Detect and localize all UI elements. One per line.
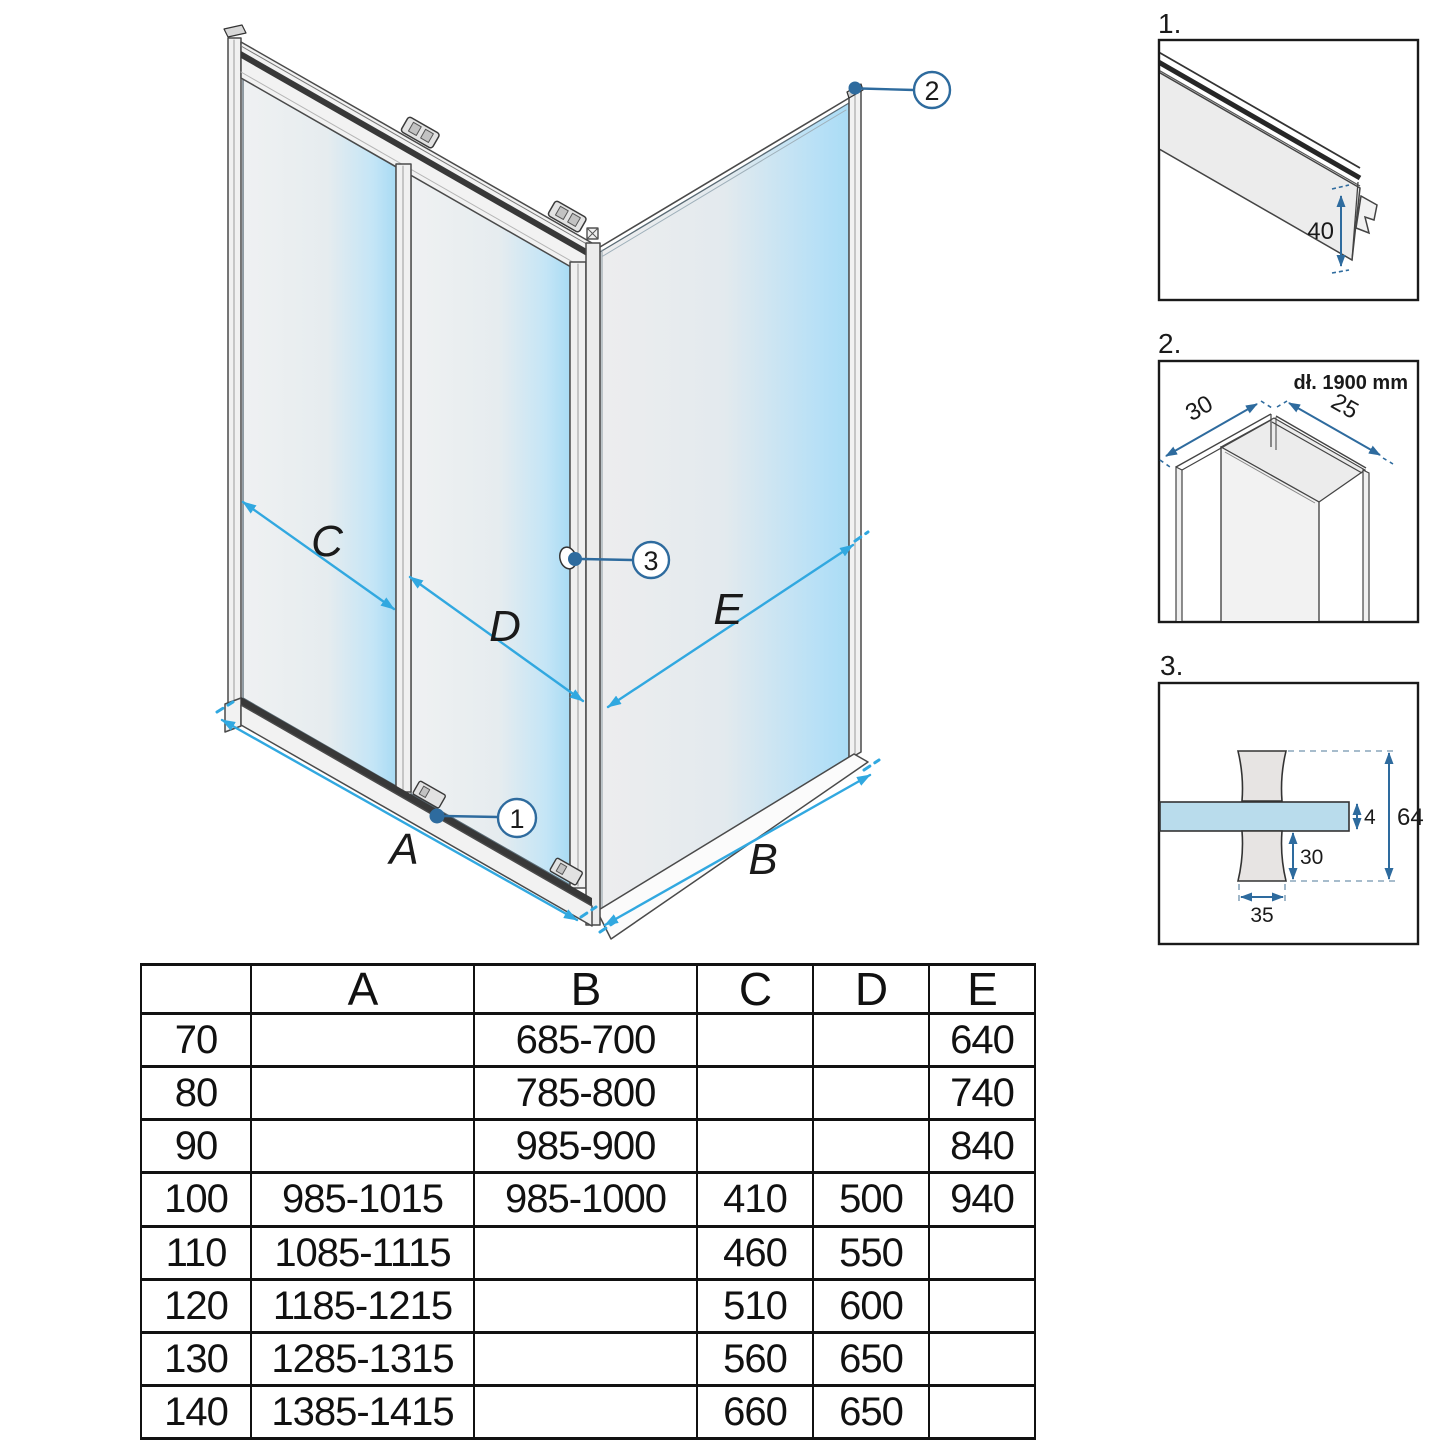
table-cell bbox=[474, 1332, 697, 1385]
table-cell: 985-900 bbox=[474, 1120, 697, 1173]
table-cell bbox=[474, 1385, 697, 1438]
table-cell: 685-700 bbox=[474, 1014, 697, 1067]
dim-label-D: D bbox=[489, 602, 521, 651]
table-cell bbox=[697, 1120, 813, 1173]
dim-label-A: A bbox=[389, 825, 419, 874]
table-cell bbox=[697, 1014, 813, 1067]
table-header-cell bbox=[141, 965, 251, 1014]
table-cell: 460 bbox=[697, 1226, 813, 1279]
table-size-cell: 70 bbox=[141, 1014, 251, 1067]
callout-1-number: 1 bbox=[509, 804, 525, 834]
detail-3-dim-total: 64 bbox=[1397, 804, 1424, 831]
table-cell: 1385-1415 bbox=[251, 1385, 474, 1438]
dim-label-E: E bbox=[713, 585, 743, 634]
table-cell bbox=[813, 1067, 929, 1120]
detail-3-dim-width: 35 bbox=[1250, 904, 1274, 927]
table-row bbox=[141, 1332, 1035, 1385]
table-header-cell: D bbox=[813, 965, 929, 1014]
table-cell: 500 bbox=[813, 1173, 929, 1226]
size-table bbox=[140, 963, 1036, 1440]
detail-3-dim-glass: 4 bbox=[1364, 806, 1376, 829]
table-cell: 560 bbox=[697, 1332, 813, 1385]
table-size-cell: 140 bbox=[141, 1385, 251, 1438]
table-cell bbox=[251, 1067, 474, 1120]
knob-top-section bbox=[1238, 751, 1286, 801]
sliding-door-unit bbox=[224, 25, 600, 926]
table-cell: 840 bbox=[929, 1120, 1035, 1173]
detail-2-dim-left: 30 bbox=[1181, 390, 1218, 427]
size-table-container bbox=[140, 963, 1036, 1440]
table-header-cell: E bbox=[929, 965, 1035, 1014]
detail-1-drawing bbox=[1147, 50, 1377, 260]
table-size-cell: 80 bbox=[141, 1067, 251, 1120]
table-cell bbox=[929, 1279, 1035, 1332]
table-cell bbox=[929, 1385, 1035, 1438]
detail-3-label: 3. bbox=[1160, 650, 1184, 681]
table-cell: 410 bbox=[697, 1173, 813, 1226]
table-cell bbox=[929, 1332, 1035, 1385]
knob-bottom-section bbox=[1238, 831, 1286, 881]
table-cell: 660 bbox=[697, 1385, 813, 1438]
size-table-body bbox=[141, 1014, 1035, 1439]
fixed-glass-pane bbox=[243, 79, 396, 786]
table-cell: 940 bbox=[929, 1173, 1035, 1226]
table-cell: 510 bbox=[697, 1279, 813, 1332]
table-header-cell: A bbox=[251, 965, 474, 1014]
table-cell: 985-1015 bbox=[251, 1173, 474, 1226]
table-row bbox=[141, 1014, 1035, 1067]
table-cell bbox=[697, 1067, 813, 1120]
table-row bbox=[141, 1120, 1035, 1173]
table-cell: 1185-1215 bbox=[251, 1279, 474, 1332]
table-row bbox=[141, 1385, 1035, 1438]
detail-3-dim-lower: 30 bbox=[1300, 846, 1324, 869]
detail-2 bbox=[1158, 328, 1418, 622]
table-row bbox=[141, 1279, 1035, 1332]
table-cell: 640 bbox=[929, 1014, 1035, 1067]
callout-3-number: 3 bbox=[643, 546, 659, 576]
table-cell bbox=[251, 1014, 474, 1067]
detail-2-length-note: dł. 1900 mm bbox=[1293, 372, 1408, 394]
table-cell: 985-1000 bbox=[474, 1173, 697, 1226]
table-cell: 1285-1315 bbox=[251, 1332, 474, 1385]
dim-label-B: B bbox=[748, 835, 778, 884]
table-cell bbox=[474, 1226, 697, 1279]
size-table-head bbox=[141, 965, 1035, 1014]
table-cell bbox=[929, 1226, 1035, 1279]
corner-post bbox=[586, 243, 600, 925]
table-cell: 600 bbox=[813, 1279, 929, 1332]
table-cell: 650 bbox=[813, 1332, 929, 1385]
table-cell: 1085-1115 bbox=[251, 1226, 474, 1279]
callout-2-number: 2 bbox=[924, 76, 940, 106]
dim-label-C: C bbox=[311, 517, 343, 566]
table-cell bbox=[474, 1279, 697, 1332]
main-enclosure-drawing bbox=[217, 25, 950, 939]
callout-2 bbox=[849, 72, 951, 108]
table-cell bbox=[251, 1120, 474, 1173]
detail-2-dim-right: 25 bbox=[1326, 388, 1363, 425]
callout-3-dot bbox=[568, 552, 582, 566]
glass-section bbox=[1160, 802, 1349, 831]
detail-2-drawing bbox=[1176, 414, 1369, 622]
table-cell: 550 bbox=[813, 1226, 929, 1279]
table-cell bbox=[813, 1014, 929, 1067]
callout-2-dot bbox=[849, 82, 862, 95]
table-size-cell: 100 bbox=[141, 1173, 251, 1226]
table-row bbox=[141, 1226, 1035, 1279]
table-cell bbox=[813, 1120, 929, 1173]
detail-1-dim-height: 40 bbox=[1307, 218, 1334, 245]
table-size-cell: 120 bbox=[141, 1279, 251, 1332]
wall-bracket bbox=[224, 25, 246, 37]
table-cell: 740 bbox=[929, 1067, 1035, 1120]
table-cell: 650 bbox=[813, 1385, 929, 1438]
table-header-cell: B bbox=[474, 965, 697, 1014]
table-header-cell: C bbox=[697, 965, 813, 1014]
table-row bbox=[141, 1067, 1035, 1120]
table-size-cell: 110 bbox=[141, 1226, 251, 1279]
table-header-row bbox=[141, 965, 1035, 1014]
callout-1-dot bbox=[430, 809, 445, 824]
detail-3 bbox=[1159, 650, 1424, 944]
table-cell: 785-800 bbox=[474, 1067, 697, 1120]
table-size-cell: 90 bbox=[141, 1120, 251, 1173]
detail-2-label: 2. bbox=[1158, 328, 1182, 359]
sliding-glass-pane bbox=[411, 175, 570, 885]
detail-1-label: 1. bbox=[1158, 8, 1182, 39]
table-size-cell: 130 bbox=[141, 1332, 251, 1385]
detail-1 bbox=[1147, 8, 1418, 300]
table-row bbox=[141, 1173, 1035, 1226]
side-panel bbox=[597, 84, 868, 939]
